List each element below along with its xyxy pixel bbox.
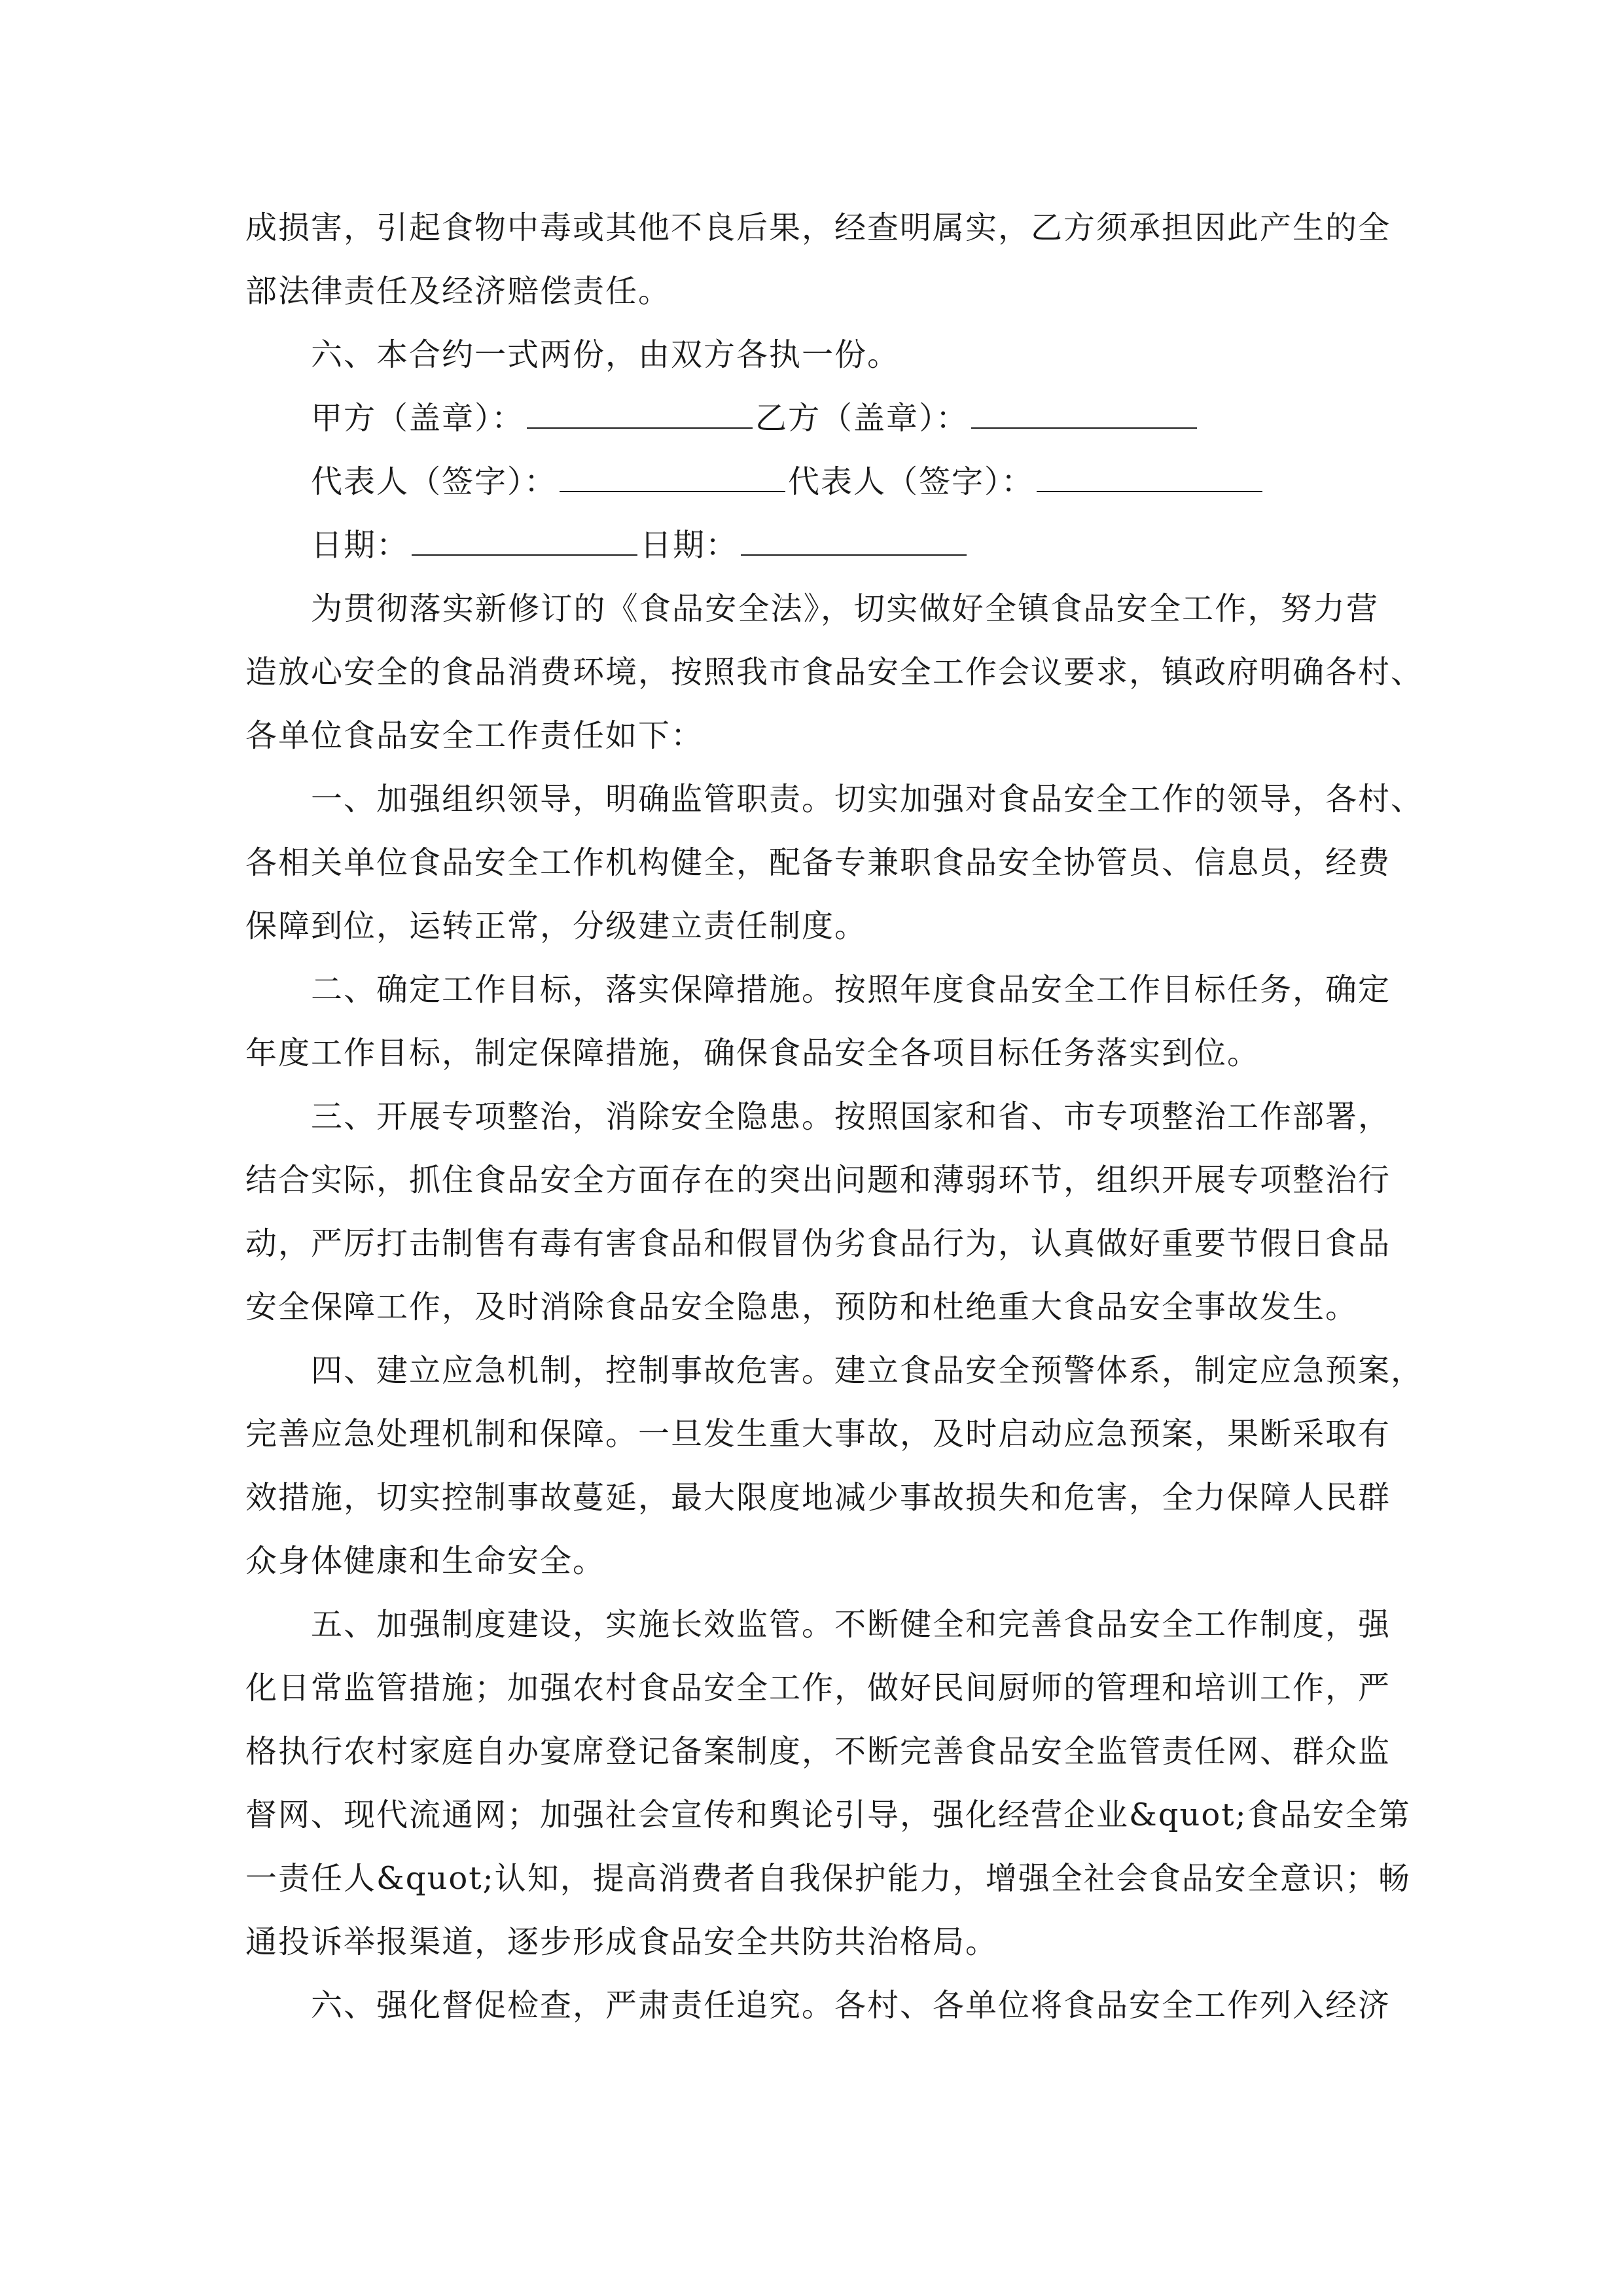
signature-row-date — [245, 514, 1379, 577]
body-line: 年度工作目标，制定保障措施，确保食品安全各项目标任务落实到位。 — [245, 1035, 1260, 1071]
body-line: 为贯彻落实新修订的《食品安全法》，切实做好全镇食品安全工作，努力营 — [311, 590, 1379, 627]
signature-row-seal — [245, 387, 1379, 450]
party-a-representative-blank — [560, 465, 785, 492]
party-a-representative-label: 代表人（签字）： — [311, 463, 558, 500]
party-b-representative-blank — [1037, 465, 1262, 492]
body-line: 三、开展专项整治，消除安全隐患。按照国家和省、市专项整治工作部署， — [311, 1098, 1391, 1135]
body-line: 部法律责任及经济赔偿责任。 — [245, 273, 671, 310]
body-line: 六、本合约一式两份，由双方各执一份。 — [311, 336, 901, 373]
body-line: 通投诉举报渠道，逐步形成食品安全共防共治格局。 — [245, 1924, 999, 1960]
body-line: 结合实际，抓住食品安全方面存在的突出问题和薄弱环节，组织开展专项整治行 — [245, 1162, 1391, 1198]
body-line: 二、确定工作目标，落实保障措施。按照年度食品安全工作目标任务，确定 — [311, 971, 1391, 1008]
body-line: 督网、现代流通网；加强社会宣传和舆论引导，强化经营企业&quot;食品安全第 — [245, 1797, 1411, 1833]
body-line: 一责任人&quot;认知，提高消费者自我保护能力，增强全社会食品安全意识；畅 — [245, 1860, 1411, 1897]
body-line: 动，严厉打击制售有毒有害食品和假冒伪劣食品行为，认真做好重要节假日食品 — [245, 1225, 1391, 1262]
body-line: 格执行农村家庭自办宴席登记备案制度，不断完善食品安全监管责任网、群众监 — [245, 1733, 1391, 1770]
body-line: 各单位食品安全工作责任如下： — [245, 717, 704, 754]
body-line: 保障到位，运转正常，分级建立责任制度。 — [245, 908, 868, 944]
party-b-date-blank — [741, 528, 967, 556]
body-line: 化日常监管措施；加强农村食品安全工作，做好民间厨师的管理和培训工作，严 — [245, 1670, 1391, 1706]
party-b-seal-blank — [971, 401, 1197, 429]
signature-row-representative — [245, 450, 1379, 514]
body-line: 五、加强制度建设，实施长效监管。不断健全和完善食品安全工作制度，强 — [311, 1606, 1391, 1643]
party-a-seal-label: 甲方（盖章）： — [311, 400, 525, 437]
party-a-date-blank — [412, 528, 637, 556]
body-line: 安全保障工作，及时消除食品安全隐患，预防和杜绝重大食品安全事故发生。 — [245, 1289, 1359, 1325]
party-b-representative-label: 代表人（签字）： — [788, 463, 1035, 500]
body-line: 六、强化督促检查，严肃责任追究。各村、各单位将食品安全工作列入经济 — [311, 1987, 1391, 2024]
body-line: 效措施，切实控制事故蔓延，最大限度地减少事故损失和危害，全力保障人民群 — [245, 1479, 1391, 1516]
body-line: 一、加强组织领导，明确监管职责。切实加强对食品安全工作的领导，各村、 — [311, 781, 1424, 817]
party-b-date-label: 日期： — [640, 527, 739, 564]
body-line: 众身体健康和生命安全。 — [245, 1543, 606, 1579]
body-line: 成损害，引起食物中毒或其他不良后果，经查明属实，乙方须承担因此产生的全 — [245, 209, 1391, 246]
party-a-seal-blank — [527, 401, 753, 429]
party-a-date-label: 日期： — [311, 527, 410, 564]
document-body — [245, 196, 1424, 2037]
body-line: 完善应急处理机制和保障。一旦发生重大事故，及时启动应急预案，果断采取有 — [245, 1416, 1391, 1452]
body-line: 各相关单位食品安全工作机构健全，配备专兼职食品安全协管员、信息员，经费 — [245, 844, 1391, 881]
body-line: 造放心安全的食品消费环境，按照我市食品安全工作会议要求，镇政府明确各村、 — [245, 654, 1424, 691]
body-line: 四、建立应急机制，控制事故危害。建立食品安全预警体系，制定应急预案， — [311, 1352, 1424, 1389]
party-b-seal-label: 乙方（盖章）： — [755, 400, 969, 437]
